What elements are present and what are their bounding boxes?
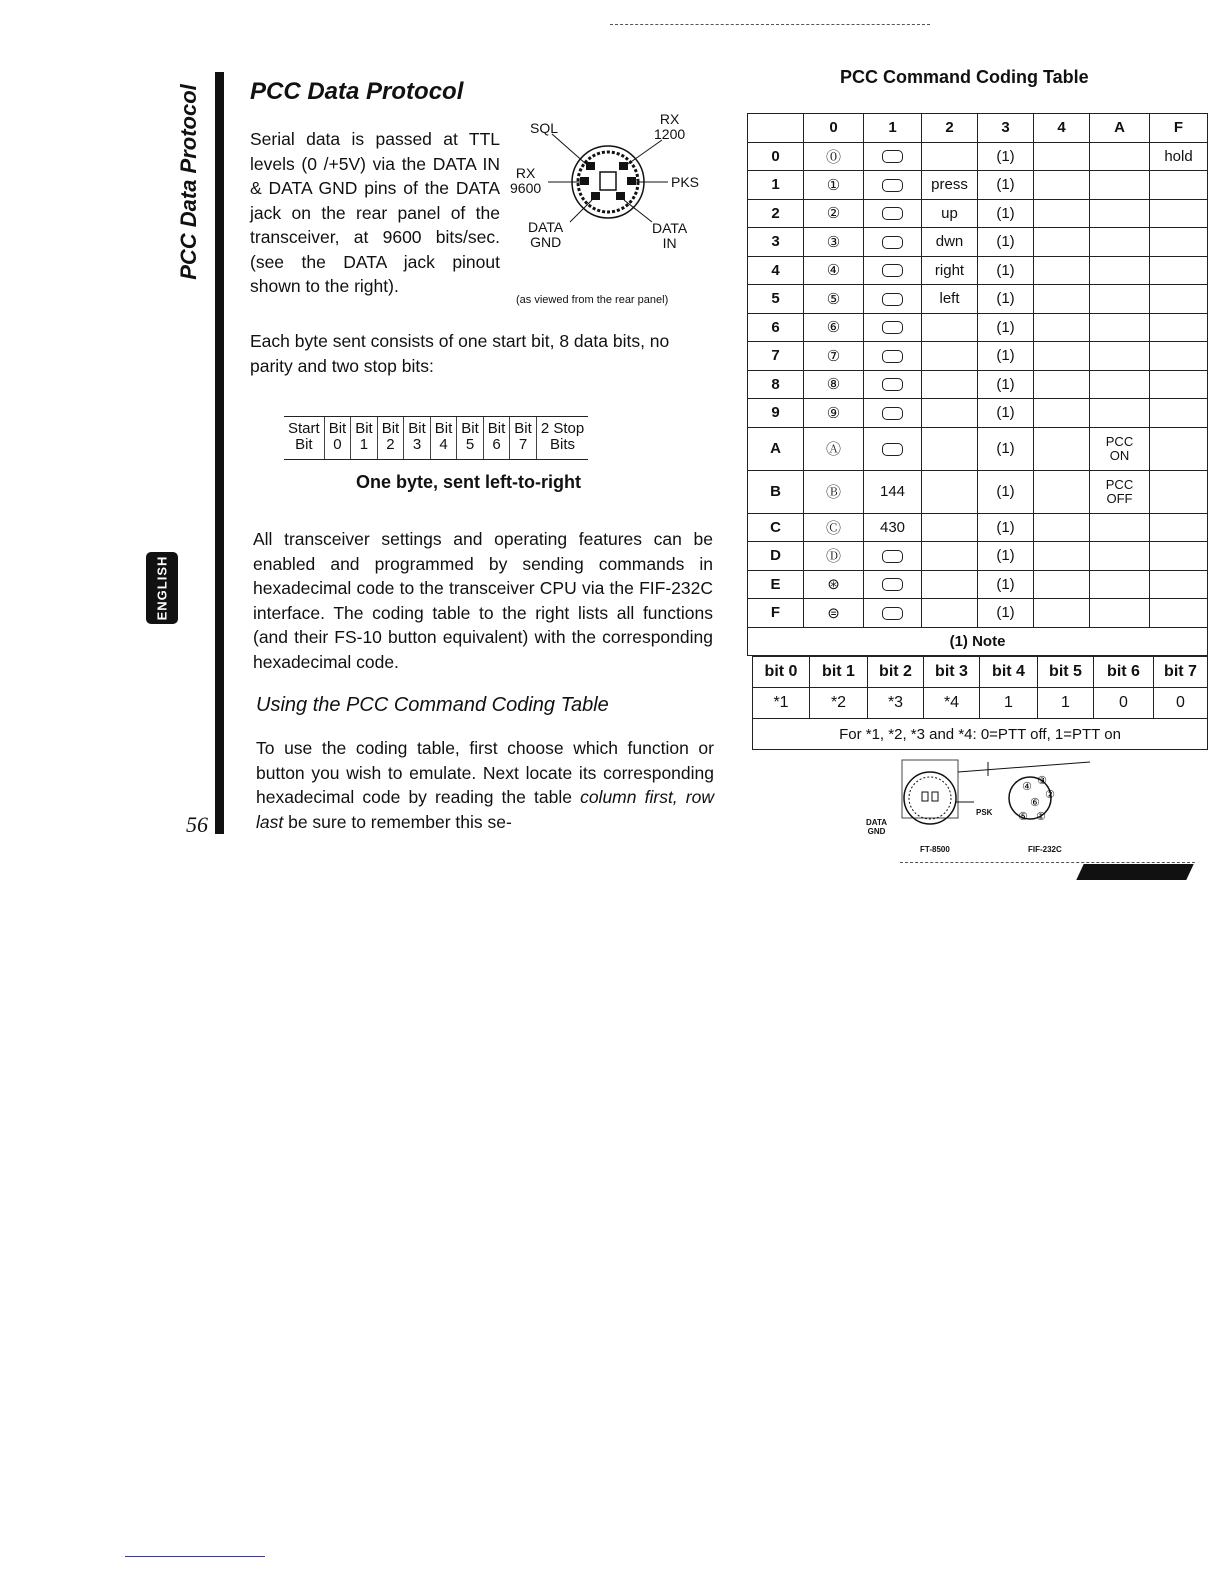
row-header: F <box>748 599 804 628</box>
column-header <box>748 114 804 143</box>
byte-cell: Bit 7 <box>509 417 536 459</box>
table-cell: ④ <box>804 256 864 285</box>
svg-text:②: ② <box>1045 788 1055 801</box>
table-cell: (1) <box>978 342 1034 371</box>
table-cell <box>1034 370 1090 399</box>
table-cell <box>1090 285 1150 314</box>
keypad-button-icon <box>882 378 903 391</box>
ptt-footnote: For *1, *2, *3 and *4: 0=PTT off, 1=PTT on <box>753 719 1208 750</box>
column-header: 1 <box>864 114 922 143</box>
table-row <box>748 171 1208 200</box>
table-cell: (1) <box>978 399 1034 428</box>
table-cell: (1) <box>978 256 1034 285</box>
keypad-button-icon <box>882 236 903 249</box>
table-cell <box>1090 570 1150 599</box>
table-cell <box>922 399 978 428</box>
pin-sql-label: SQL <box>530 120 559 136</box>
bits-header-row <box>753 657 1208 688</box>
section-title: PCC Data Protocol <box>250 78 464 105</box>
keypad-button-icon <box>882 607 903 620</box>
paragraph-byte-format: Each byte sent consists of one start bit, 8 data bits, no parity and two stop bits: <box>250 331 670 376</box>
table-cell: (1) <box>978 199 1034 228</box>
keypad-button-icon <box>882 150 903 163</box>
connector-psk-label: PSK <box>976 808 993 817</box>
pin-rx9600-label: RX 9600 <box>510 165 542 196</box>
table-cell <box>864 256 922 285</box>
table-cell: dwn <box>922 228 978 257</box>
connector-diagram <box>862 758 1092 850</box>
table-cell <box>922 570 978 599</box>
keypad-button-icon <box>882 207 903 220</box>
byte-cell: Bit 6 <box>483 417 510 459</box>
table-cell <box>864 570 922 599</box>
table-cell <box>1150 399 1208 428</box>
table-cell: ① <box>804 171 864 200</box>
table-cell <box>1034 342 1090 371</box>
bit-header: bit 1 <box>810 657 868 688</box>
row-header: 5 <box>748 285 804 314</box>
row-header: A <box>748 427 804 470</box>
table-cell: up <box>922 199 978 228</box>
subsection-title: Using the PCC Command Coding Table <box>256 694 609 716</box>
bit-value: *3 <box>868 688 924 719</box>
table-row <box>748 570 1208 599</box>
svg-text:⑥: ⑥ <box>1030 796 1040 809</box>
table-cell <box>864 171 922 200</box>
table-cell <box>1090 228 1150 257</box>
byte-diagram-caption: One byte, sent left-to-right <box>356 472 581 492</box>
pinout-caption: (as viewed from the rear panel) <box>516 294 669 306</box>
table-cell: (1) <box>978 570 1034 599</box>
bit-header: bit 0 <box>753 657 810 688</box>
column-header: A <box>1090 114 1150 143</box>
table-cell <box>1090 199 1150 228</box>
scan-artifact-line <box>900 862 1195 863</box>
column-header: 3 <box>978 114 1034 143</box>
table-cell <box>922 142 978 171</box>
sidebar-bar <box>215 72 224 834</box>
keypad-button-icon <box>882 350 903 363</box>
table-cell: hold <box>1150 142 1208 171</box>
byte-cell: Start Bit <box>288 420 320 453</box>
table-cell <box>1090 599 1150 628</box>
table-cell <box>864 285 922 314</box>
bit-value: 1 <box>980 688 1038 719</box>
table-cell <box>1034 199 1090 228</box>
table-cell <box>1034 599 1090 628</box>
table-row <box>748 399 1208 428</box>
bit-header: bit 7 <box>1154 657 1208 688</box>
scan-artifact-line <box>610 24 930 25</box>
bit-value: 1 <box>1038 688 1094 719</box>
table-cell: ⑦ <box>804 342 864 371</box>
table-cell <box>1034 285 1090 314</box>
table-cell <box>922 370 978 399</box>
table-cell <box>864 199 922 228</box>
command-coding-table <box>747 113 1208 656</box>
bit-header: bit 4 <box>980 657 1038 688</box>
table-cell <box>1150 199 1208 228</box>
keypad-button-icon <box>882 550 903 563</box>
row-header: 2 <box>748 199 804 228</box>
connector-ft-label: FT-8500 <box>920 845 950 854</box>
table-cell <box>1034 313 1090 342</box>
table-cell <box>922 599 978 628</box>
table-cell: ⑧ <box>804 370 864 399</box>
table-cell <box>864 542 922 571</box>
row-header: D <box>748 542 804 571</box>
table-cell: Ⓓ <box>804 542 864 571</box>
pin-rx1200-label: RX 1200 <box>654 111 686 142</box>
byte-cell: Bit 0 <box>324 417 351 459</box>
table-cell <box>1034 542 1090 571</box>
byte-cell: Bit 5 <box>456 417 483 459</box>
table-cell: (1) <box>978 599 1034 628</box>
bit-value: 0 <box>1094 688 1154 719</box>
table-cell <box>922 342 978 371</box>
bit-value: 0 <box>1154 688 1208 719</box>
row-header: 8 <box>748 370 804 399</box>
table-row <box>748 142 1208 171</box>
column-header: 4 <box>1034 114 1090 143</box>
table-cell: (1) <box>978 470 1034 513</box>
table-cell <box>1034 570 1090 599</box>
table-cell: (1) <box>978 513 1034 542</box>
table-cell <box>864 599 922 628</box>
keypad-button-icon <box>882 578 903 591</box>
table-row <box>748 313 1208 342</box>
table-row <box>748 256 1208 285</box>
bits-footnote-row <box>753 719 1208 750</box>
table-cell <box>1034 427 1090 470</box>
table-cell: (1) <box>978 228 1034 257</box>
table-cell <box>1150 313 1208 342</box>
keypad-button-icon <box>882 264 903 277</box>
paragraph-serial: Serial data is passed at TTL levels (0 /+5V) via the DATA IN & DATA GND pins of the DATA jack on the rear panel of the transceiver, at 9600 bits/sec. (see the DATA jack pinout shown to the right). <box>250 129 500 296</box>
table-cell <box>864 399 922 428</box>
table-cell <box>864 370 922 399</box>
table-cell: (1) <box>978 285 1034 314</box>
svg-text:①: ① <box>1036 810 1046 823</box>
row-header: 1 <box>748 171 804 200</box>
table-cell <box>1034 228 1090 257</box>
table-cell <box>1090 513 1150 542</box>
table-cell <box>1090 171 1150 200</box>
column-header: F <box>1150 114 1208 143</box>
table-cell <box>1034 513 1090 542</box>
row-header: B <box>748 470 804 513</box>
table-row <box>748 542 1208 571</box>
table-cell: (1) <box>978 427 1034 470</box>
table-cell: press <box>922 171 978 200</box>
table-cell <box>1150 370 1208 399</box>
scan-artifact-smudge <box>1076 864 1193 880</box>
byte-cell: 2 Stop Bits <box>536 417 588 459</box>
table-cell: left <box>922 285 978 314</box>
table-cell: (1) <box>978 370 1034 399</box>
table-cell <box>1090 342 1150 371</box>
table-cell <box>1090 256 1150 285</box>
table-cell <box>1034 256 1090 285</box>
keypad-button-icon <box>882 407 903 420</box>
table-cell <box>922 513 978 542</box>
table-cell <box>1150 342 1208 371</box>
table-cell: (1) <box>978 142 1034 171</box>
language-tab: ENGLISH <box>146 552 178 624</box>
bit-value: *2 <box>810 688 868 719</box>
table-cell <box>1034 399 1090 428</box>
connector-fif-label: FIF-232C <box>1028 845 1062 854</box>
table-title: PCC Command Coding Table <box>840 67 1089 87</box>
table-cell <box>1150 228 1208 257</box>
page-number: 56 <box>186 812 208 837</box>
table-row <box>748 470 1208 513</box>
bit-value: *4 <box>924 688 980 719</box>
ptt-bits-table <box>752 656 1208 750</box>
table-cell <box>1150 470 1208 513</box>
table-cell <box>922 470 978 513</box>
table-header-row <box>748 114 1208 143</box>
svg-text:④: ④ <box>1022 780 1032 793</box>
table-cell: ③ <box>804 228 864 257</box>
table-cell <box>1150 513 1208 542</box>
table-cell: Ⓐ <box>804 427 864 470</box>
table-cell: PCC ON <box>1090 427 1150 470</box>
table-cell: ② <box>804 199 864 228</box>
table-cell <box>1090 399 1150 428</box>
pin-data-gnd-label: DATA GND <box>528 219 564 250</box>
row-header: C <box>748 513 804 542</box>
table-cell <box>864 142 922 171</box>
table-cell <box>864 427 922 470</box>
row-header: E <box>748 570 804 599</box>
bit-header: bit 6 <box>1094 657 1154 688</box>
table-cell <box>1034 171 1090 200</box>
table-cell <box>864 342 922 371</box>
byte-cell: Bit 1 <box>350 417 377 459</box>
table-row <box>748 228 1208 257</box>
scan-artifact-line <box>125 1556 265 1557</box>
table-row <box>748 342 1208 371</box>
table-cell <box>1150 256 1208 285</box>
table-cell: ⑨ <box>804 399 864 428</box>
svg-text:⑤: ⑤ <box>1018 810 1028 823</box>
keypad-button-icon <box>882 293 903 306</box>
bit-value: *1 <box>753 688 810 719</box>
pin-data-in-label: DATA IN <box>652 220 688 251</box>
row-header: 9 <box>748 399 804 428</box>
keypad-button-icon <box>882 179 903 192</box>
table-cell <box>1090 313 1150 342</box>
table-cell <box>1090 142 1150 171</box>
pin-pks-label: PKS <box>671 174 700 190</box>
table-cell: ⑥ <box>804 313 864 342</box>
table-cell <box>922 427 978 470</box>
table-cell <box>864 228 922 257</box>
row-header: 7 <box>748 342 804 371</box>
table-cell: (1) <box>978 542 1034 571</box>
bit-header: bit 2 <box>868 657 924 688</box>
connector-data-gnd-label: DATA GND <box>866 818 888 836</box>
table-cell: 430 <box>864 513 922 542</box>
table-cell <box>1150 427 1208 470</box>
table-cell: PCC OFF <box>1090 470 1150 513</box>
table-cell <box>922 542 978 571</box>
table-cell: ⊜ <box>804 599 864 628</box>
column-header: 0 <box>804 114 864 143</box>
table-cell <box>922 313 978 342</box>
sidebar-title: PCC Data Protocol <box>176 84 201 280</box>
note-row <box>748 627 1208 656</box>
table-cell <box>1034 470 1090 513</box>
byte-cell: Bit 2 <box>377 417 404 459</box>
byte-cell: Bit 3 <box>403 417 430 459</box>
table-row <box>748 370 1208 399</box>
table-cell <box>1150 285 1208 314</box>
bit-header: bit 5 <box>1038 657 1094 688</box>
table-cell: 144 <box>864 470 922 513</box>
table-cell: (1) <box>978 171 1034 200</box>
paragraph-usage: To use the coding table, first choose which function or button you wish to emulate. Next locate its corresponding hexadecimal code by reading the table column first, row last be sure to remember this se- <box>256 738 714 832</box>
table-row <box>748 285 1208 314</box>
bits-value-row <box>753 688 1208 719</box>
table-row <box>748 513 1208 542</box>
table-cell <box>1090 370 1150 399</box>
row-header: 4 <box>748 256 804 285</box>
table-cell <box>1150 599 1208 628</box>
row-header: 6 <box>748 313 804 342</box>
table-cell: Ⓑ <box>804 470 864 513</box>
column-header: 2 <box>922 114 978 143</box>
table-row <box>748 599 1208 628</box>
table-cell: (1) <box>978 313 1034 342</box>
keypad-button-icon <box>882 321 903 334</box>
table-cell <box>1034 142 1090 171</box>
table-cell: ⊛ <box>804 570 864 599</box>
byte-cell: Bit 4 <box>430 417 457 459</box>
table-row <box>748 427 1208 470</box>
table-cell <box>1090 542 1150 571</box>
table-cell: right <box>922 256 978 285</box>
table-row <box>748 199 1208 228</box>
note-label: (1) Note <box>748 627 1208 656</box>
table-cell <box>864 313 922 342</box>
table-cell <box>1150 171 1208 200</box>
table-cell: ⓪ <box>804 142 864 171</box>
keypad-button-icon <box>882 443 903 456</box>
table-cell: Ⓒ <box>804 513 864 542</box>
table-cell: ⑤ <box>804 285 864 314</box>
bit-header: bit 3 <box>924 657 980 688</box>
table-cell <box>1150 542 1208 571</box>
row-header: 3 <box>748 228 804 257</box>
paragraph-commands: All transceiver settings and operating features can be enabled and programmed by sending commands in hexadecimal code to the transceiver CPU via the FIF-232C interface. The coding table to the right lists all functions (and their FS-10 button equivalent) with the corresponding hexadecimal code. <box>253 529 713 672</box>
table-cell <box>1150 570 1208 599</box>
svg-text:③: ③ <box>1037 774 1047 787</box>
row-header: 0 <box>748 142 804 171</box>
byte-diagram <box>284 416 588 460</box>
